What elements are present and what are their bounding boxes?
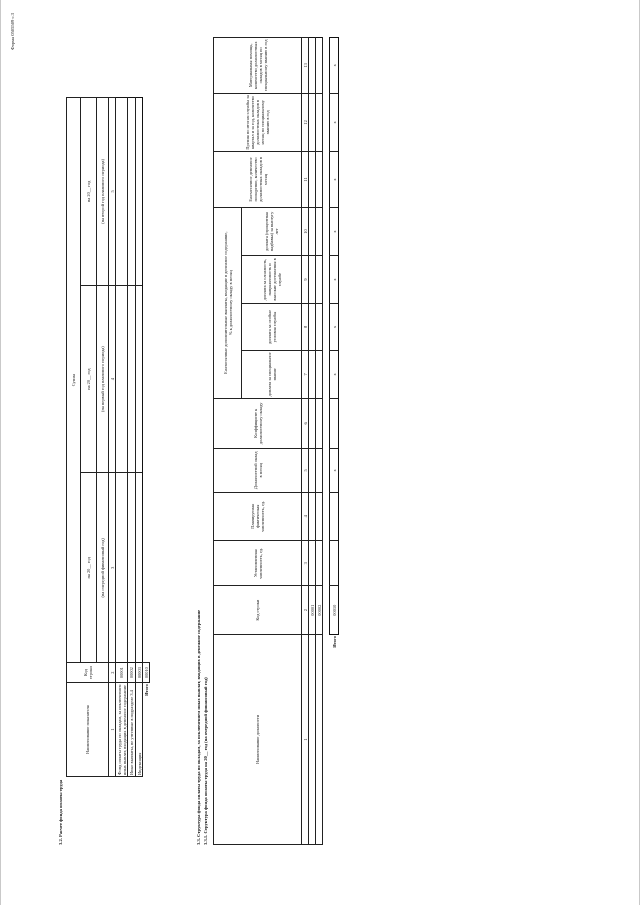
cell-value[interactable] — [330, 492, 339, 540]
colnum: 1 — [302, 634, 309, 844]
cell-x: x — [330, 351, 339, 398]
cell-value[interactable] — [309, 492, 316, 540]
cell-value[interactable] — [309, 351, 316, 398]
cell-value[interactable] — [136, 98, 143, 286]
colnum: 1 — [109, 683, 116, 777]
th-planned-count: Планируемая фактическая численность, ед. — [214, 492, 302, 540]
colnum: 3 — [109, 473, 116, 663]
cell-value[interactable] — [136, 473, 143, 663]
th-year3-sub: (на второй год планового периода) — [97, 98, 109, 286]
total-code: 00010 — [143, 663, 150, 683]
cell-value[interactable] — [309, 152, 316, 208]
total-label: Итого — [143, 684, 149, 696]
row-name: Иные выплаты, не учтенные в подразделе 3.4 — [128, 683, 136, 777]
form-label: Форма 0505509 с.3 — [10, 13, 15, 50]
th-sum: Сумма — [67, 98, 81, 663]
th-established-count: Установленная численность, ед. — [214, 541, 302, 586]
colnum: 11 — [302, 152, 309, 208]
th-salary: Должностной оклад в месяц — [214, 449, 302, 492]
th-tension: доплата за сложность, напряженность и высокие достижения в службе — [242, 256, 302, 303]
cell-value[interactable] — [316, 398, 323, 449]
th-monthly-group-title: Ежемесячные дополнительные выплаты, входящие в денежное содержание, — [222, 231, 228, 374]
colnum: 4 — [302, 492, 309, 540]
cell-value[interactable] — [316, 303, 323, 350]
cell-value[interactable] — [316, 634, 323, 844]
colnum: 8 — [302, 303, 309, 350]
cell-value[interactable] — [309, 303, 316, 350]
colnum: 10 — [302, 207, 309, 255]
colnum: 12 — [302, 93, 309, 152]
row-name: Фонд оплаты труда по окладам, за исключением иных выплат, входящих в денежное содержание — [116, 684, 127, 775]
colnum: 5 — [109, 98, 116, 286]
th-special-service: доплата за особые условия службы — [242, 303, 302, 350]
cell-value[interactable] — [309, 634, 316, 844]
colnum: 7 — [302, 351, 309, 398]
th-year2-sub: (на первый год планового периода) — [97, 285, 109, 473]
cell-value[interactable] — [316, 38, 323, 94]
cell-x: x — [330, 256, 339, 303]
section-32-title: 3.2. Расчет фонда оплаты труда — [58, 779, 63, 845]
colnum: 13 — [302, 38, 309, 94]
row-code: 00001 — [116, 663, 128, 683]
total-label: Итого — [331, 635, 337, 648]
cell-value[interactable] — [309, 93, 316, 152]
row-name: Индексация — [136, 683, 143, 777]
cell-value[interactable] — [316, 351, 323, 398]
cell-value[interactable] — [128, 473, 136, 663]
cell-value[interactable] — [136, 285, 143, 473]
colnum: 2 — [302, 586, 309, 634]
th-material-help: Материальная помощь, количество должностных окладов в месяц по специальному званию в год — [214, 38, 302, 94]
cell-value[interactable] — [309, 541, 316, 586]
cell-value[interactable] — [116, 473, 128, 663]
section-33-title: 3.3. Структура фонда оплаты труда по окладам, за исключением иных выплат, входящих в денежное содержание — [196, 609, 201, 845]
colnum: 5 — [302, 449, 309, 492]
cell-x: x — [330, 38, 339, 94]
total-code: 00010 — [330, 586, 339, 634]
cell-value[interactable] — [330, 541, 339, 586]
colnum: 4 — [109, 285, 116, 473]
th-year1-sub: (на очередной финансовый год) — [97, 473, 109, 663]
cell-value[interactable] — [316, 541, 323, 586]
th-row-code: Код строки — [67, 663, 109, 683]
th-award: Премия по итогам службы за квартал и за год, количество должностных окладов в месяц по специальному званию в год — [214, 93, 302, 152]
fund-calc-table — [66, 97, 150, 777]
row-code: 00002 — [128, 663, 136, 683]
th-allowance: доплата (процентная надбавка) за выслугу лет — [242, 207, 302, 255]
cell-value[interactable] — [316, 93, 323, 152]
cell-value[interactable] — [316, 449, 323, 492]
colnum: 6 — [302, 398, 309, 449]
colnum: 9 — [302, 256, 309, 303]
cell-value[interactable] — [309, 449, 316, 492]
cell-value[interactable] — [316, 207, 323, 255]
cell-x: x — [330, 152, 339, 208]
cell-value[interactable] — [330, 398, 339, 449]
th-year1: на 20__ год — [81, 473, 97, 663]
colnum: 2 — [109, 663, 116, 683]
cell-value[interactable] — [316, 256, 323, 303]
cell-x: x — [330, 93, 339, 152]
row-code: 00001 — [309, 586, 316, 634]
cell-value[interactable] — [128, 285, 136, 473]
cell-x: x — [330, 303, 339, 350]
cell-value[interactable] — [128, 98, 136, 286]
th-position-name: Наименование должности — [214, 634, 302, 844]
cell-value[interactable] — [309, 207, 316, 255]
row-code: 00002 — [316, 586, 323, 634]
th-monthly-group-sub: % к должностному окладу в месяц — [227, 270, 233, 336]
cell-value[interactable] — [309, 256, 316, 303]
th-coefficient: Коэффициент к должностному окладу — [214, 398, 302, 449]
cell-value[interactable] — [116, 98, 128, 286]
th-year2: на 20__ год — [81, 285, 97, 473]
row-code: 00003 — [136, 663, 143, 683]
th-monthly-bonus: Ежемесячное денежное поощрение, количество должностных окладов в месяц — [214, 152, 302, 208]
th-monthly-group — [214, 207, 242, 398]
th-row-code: Код строки — [214, 586, 302, 634]
cell-value[interactable] — [116, 285, 128, 473]
th-indicator: Наименование показателя — [67, 683, 109, 777]
cell-value[interactable] — [309, 398, 316, 449]
th-year3: на 20__ год — [81, 98, 97, 286]
cell-x: x — [330, 207, 339, 255]
section-331-subtitle: 3.3.1. Структура фонда оплаты труда на 20__ год (на очередной финансовый год) — [203, 677, 208, 845]
cell-value[interactable] — [309, 38, 316, 94]
cell-x: x — [330, 449, 339, 492]
cell-value[interactable] — [316, 152, 323, 208]
colnum: 3 — [302, 541, 309, 586]
th-special-conditions: доплата за специальное звание — [242, 351, 302, 398]
fund-structure-table — [213, 37, 339, 845]
cell-value[interactable] — [316, 492, 323, 540]
